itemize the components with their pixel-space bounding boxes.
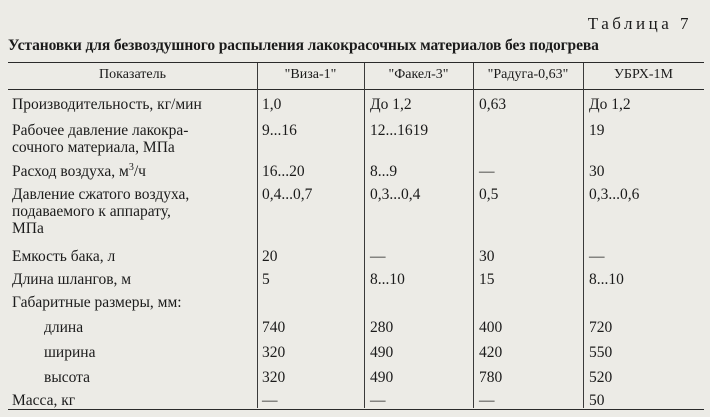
row-label: Производительность, кг/мин xyxy=(12,96,202,113)
table-cell: 280 xyxy=(370,319,394,336)
column-divider xyxy=(257,63,258,408)
table-cell: 0,5 xyxy=(479,186,499,203)
header-rule xyxy=(8,89,704,90)
bottom-rule xyxy=(8,409,704,410)
table-cell: 19 xyxy=(589,122,605,139)
table-cell: 8...10 xyxy=(589,271,624,288)
table-cell: 740 xyxy=(262,319,286,336)
table-cell: 5 xyxy=(262,271,270,288)
column-header: Показатель xyxy=(99,67,166,82)
row-label: подаваемого к аппарату, xyxy=(12,203,171,220)
table-cell: 400 xyxy=(479,319,503,336)
table-cell: 0,4...0,7 xyxy=(262,186,313,203)
row-label: Габаритные размеры, мм: xyxy=(12,294,182,311)
table-cell: — xyxy=(589,248,605,265)
row-label: Емкость бака, л xyxy=(12,248,116,265)
column-divider xyxy=(583,63,584,408)
row-label: Масса, кг xyxy=(12,392,76,409)
column-header: "Радуга-0,63" xyxy=(487,67,569,82)
table-cell: До 1,2 xyxy=(370,96,412,113)
column-divider xyxy=(364,63,365,408)
table-cell: 30 xyxy=(589,163,605,180)
table-title: Установки для безвоздушного распыления лакокрасочных материалов без подогрева xyxy=(8,37,599,54)
table-caption: Таблица 7 xyxy=(587,14,692,33)
table-cell: 0,3...0,4 xyxy=(370,186,421,203)
table-cell: 15 xyxy=(479,271,495,288)
table-cell: 1,0 xyxy=(262,96,282,113)
table-cell: 12...1619 xyxy=(370,122,429,139)
table-cell: 50 xyxy=(589,392,605,409)
column-header: "Факел-3" xyxy=(388,67,449,82)
sub-row-label: ширина xyxy=(44,344,96,361)
row-label: Длина шлангов, м xyxy=(12,271,132,288)
table-cell: 20 xyxy=(262,248,278,265)
table-cell: 320 xyxy=(262,344,286,361)
table-cell: 30 xyxy=(479,248,495,265)
table-cell: 550 xyxy=(589,344,613,361)
table-cell: 490 xyxy=(370,369,394,386)
table-cell: 0,3...0,6 xyxy=(589,186,640,203)
table-cell: 320 xyxy=(262,369,286,386)
table-cell: — xyxy=(479,163,495,180)
table-cell: — xyxy=(370,392,386,409)
sub-row-label: длина xyxy=(44,319,84,336)
table-cell: 490 xyxy=(370,344,394,361)
table-cell: 420 xyxy=(479,344,503,361)
table-cell: 780 xyxy=(479,369,503,386)
column-divider xyxy=(473,63,474,408)
sub-row-label: высота xyxy=(44,369,91,386)
top-rule xyxy=(8,62,704,63)
table-cell: 720 xyxy=(589,319,613,336)
table-cell: 9...16 xyxy=(262,122,297,139)
table-cell: 16...20 xyxy=(262,163,305,180)
row-label: Рабочее давление лакокра- xyxy=(12,122,189,139)
row-label: Расход воздуха, $м^3/ч$ xyxy=(12,162,146,180)
row-label: сочного материала, МПа xyxy=(12,139,175,156)
column-header: УБРХ-1М xyxy=(614,67,673,82)
table-cell: 520 xyxy=(589,369,613,386)
column-header: "Виза-1" xyxy=(284,67,337,82)
table-cell: — xyxy=(370,248,386,265)
row-label: МПа xyxy=(12,220,44,237)
table-cell: 8...10 xyxy=(370,271,405,288)
table-cell: — xyxy=(262,392,278,409)
table-cell: 8...9 xyxy=(370,163,398,180)
row-label: Давление сжатого воздуха, xyxy=(12,186,190,203)
table-cell: — xyxy=(479,392,495,409)
table-cell: 0,63 xyxy=(479,96,507,113)
table-cell: До 1,2 xyxy=(589,96,631,113)
